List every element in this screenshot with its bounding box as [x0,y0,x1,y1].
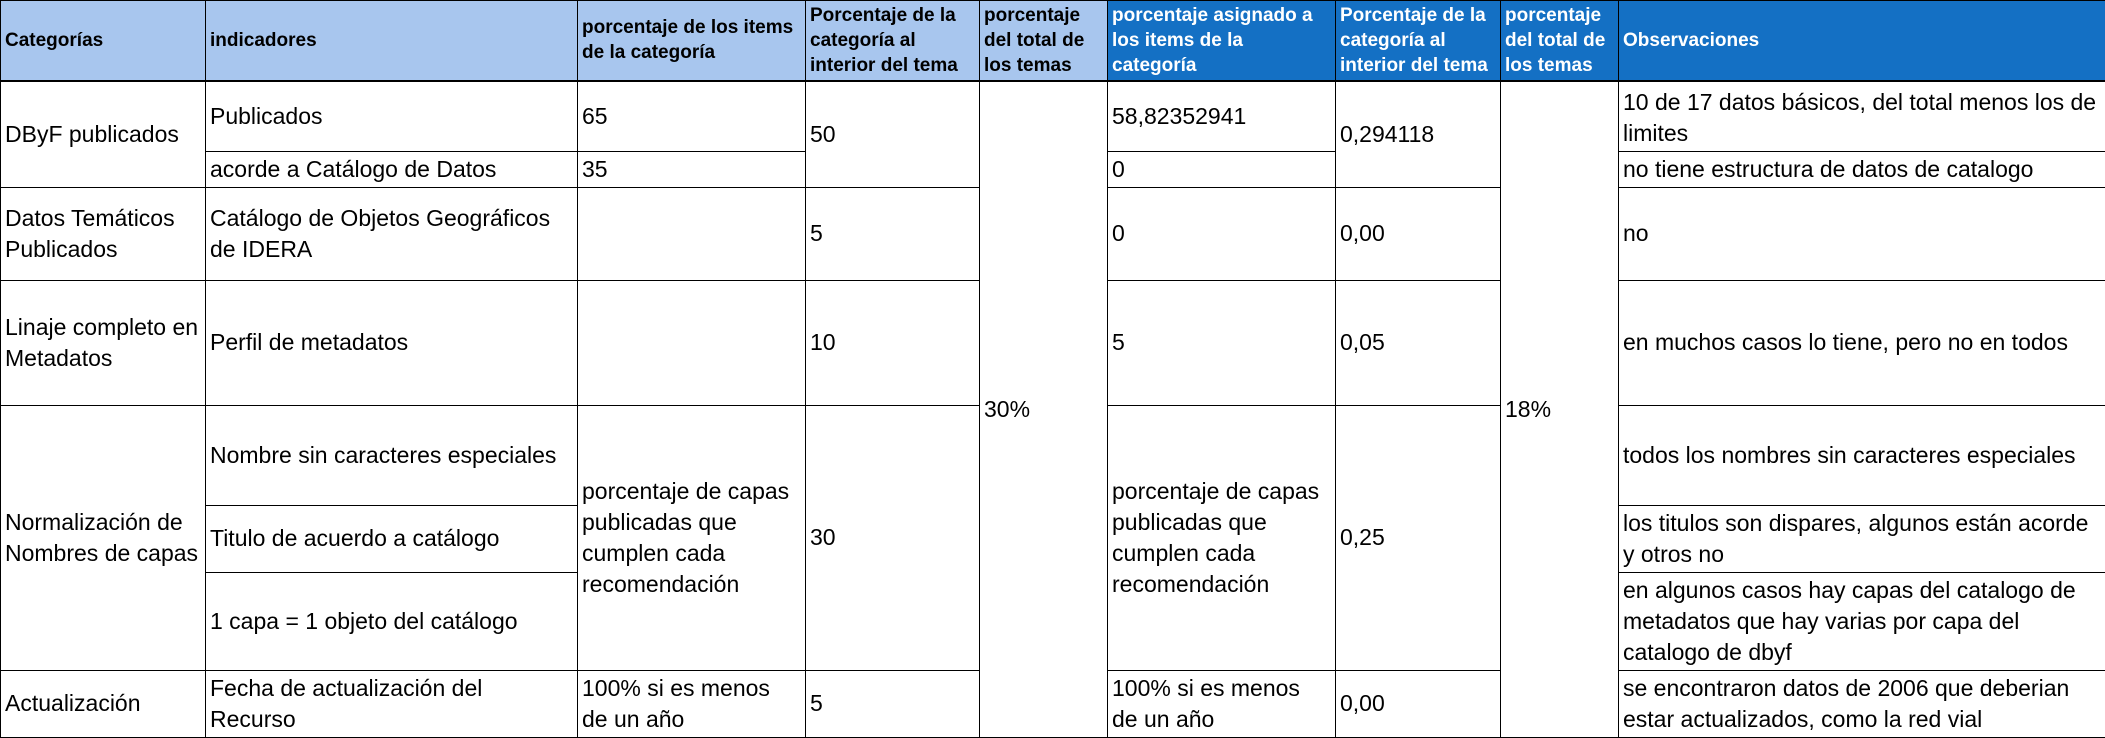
cell-categoria: Normalización de Nombres de capas [1,405,206,670]
cell-categoria: Actualización [1,670,206,737]
cell-pct-categoria-tema-2: 0,05 [1336,280,1501,405]
cell-pct-items: 65 [578,81,806,152]
header-pct-total-temas: porcentaje del total de los temas [980,1,1108,81]
header-pct-asignado: porcentaje asignado a los items de la categoría [1108,1,1336,81]
header-pct-categoria-tema-2: Porcentaje de la categoría al interior del tema [1336,1,1501,81]
cell-pct-categoria-tema: 50 [806,81,980,188]
cell-pct-items: 100% si es menos de un año [578,670,806,737]
cell-indicador: Perfil de metadatos [206,280,578,405]
header-pct-total-temas-2: porcentaje del total de los temas [1501,1,1619,81]
cell-pct-categoria-tema-2: 0,294118 [1336,81,1501,188]
cell-pct-categoria-tema-2: 0,25 [1336,405,1501,670]
cell-observacion: no tiene estructura de datos de catalogo [1619,151,2105,187]
cell-pct-items: porcentaje de capas publicadas que cumplen cada recomendación [578,405,806,670]
cell-pct-categoria-tema-2: 0,00 [1336,670,1501,737]
cell-indicador: Fecha de actualización del Recurso [206,670,578,737]
cell-indicador: Publicados [206,81,578,152]
header-pct-items: porcentaje de los items de la categoría [578,1,806,81]
cell-indicador: Titulo de acuerdo a catálogo [206,505,578,572]
cell-pct-categoria-tema-2: 0,00 [1336,187,1501,280]
cell-pct-items [578,280,806,405]
cell-observacion: 10 de 17 datos básicos, del total menos los de limites [1619,81,2105,152]
cell-pct-items [578,187,806,280]
cell-categoria: Datos Temáticos Publicados [1,187,206,280]
table-row [1,81,2105,152]
cell-observacion: no [1619,187,2105,280]
cell-observacion: se encontraron datos de 2006 que deberian estar actualizados, como la red vial [1619,670,2105,737]
cell-observacion: todos los nombres sin caracteres especiales [1619,405,2105,505]
cell-pct-total-temas-2: 18% [1501,81,1619,738]
cell-pct-categoria-tema: 10 [806,280,980,405]
cell-indicador: 1 capa = 1 objeto del catálogo [206,572,578,670]
cell-observacion: los titulos son dispares, algunos están acorde y otros no [1619,505,2105,572]
cell-pct-asignado: 58,82352941 [1108,81,1336,152]
cell-pct-asignado: 0 [1108,151,1336,187]
cell-pct-total-temas: 30% [980,81,1108,738]
cell-pct-categoria-tema: 5 [806,670,980,737]
cell-pct-asignado: 0 [1108,187,1336,280]
cell-pct-asignado: 100% si es menos de un año [1108,670,1336,737]
cell-categoria: DByF publicados [1,81,206,188]
cell-indicador: Catálogo de Objetos Geográficos de IDERA [206,187,578,280]
header-pct-categoria-tema: Porcentaje de la categoría al interior del tema [806,1,980,81]
cell-observacion: en algunos casos hay capas del catalogo de metadatos que hay varias por capa del catalogo de dbyf [1619,572,2105,670]
cell-pct-categoria-tema: 5 [806,187,980,280]
header-indicadores: indicadores [206,1,578,81]
cell-indicador: Nombre sin caracteres especiales [206,405,578,505]
cell-pct-asignado: porcentaje de capas publicadas que cumplen cada recomendación [1108,405,1336,670]
header-row [1,1,2105,81]
cell-categoria: Linaje completo en Metadatos [1,280,206,405]
cell-pct-categoria-tema: 30 [806,405,980,670]
cell-indicador: acorde a Catálogo de Datos [206,151,578,187]
cell-pct-items: 35 [578,151,806,187]
cell-observacion: en muchos casos lo tiene, pero no en todos [1619,280,2105,405]
header-categorias: Categorías [1,1,206,81]
cell-pct-asignado: 5 [1108,280,1336,405]
header-observaciones: Observaciones [1619,1,2105,81]
